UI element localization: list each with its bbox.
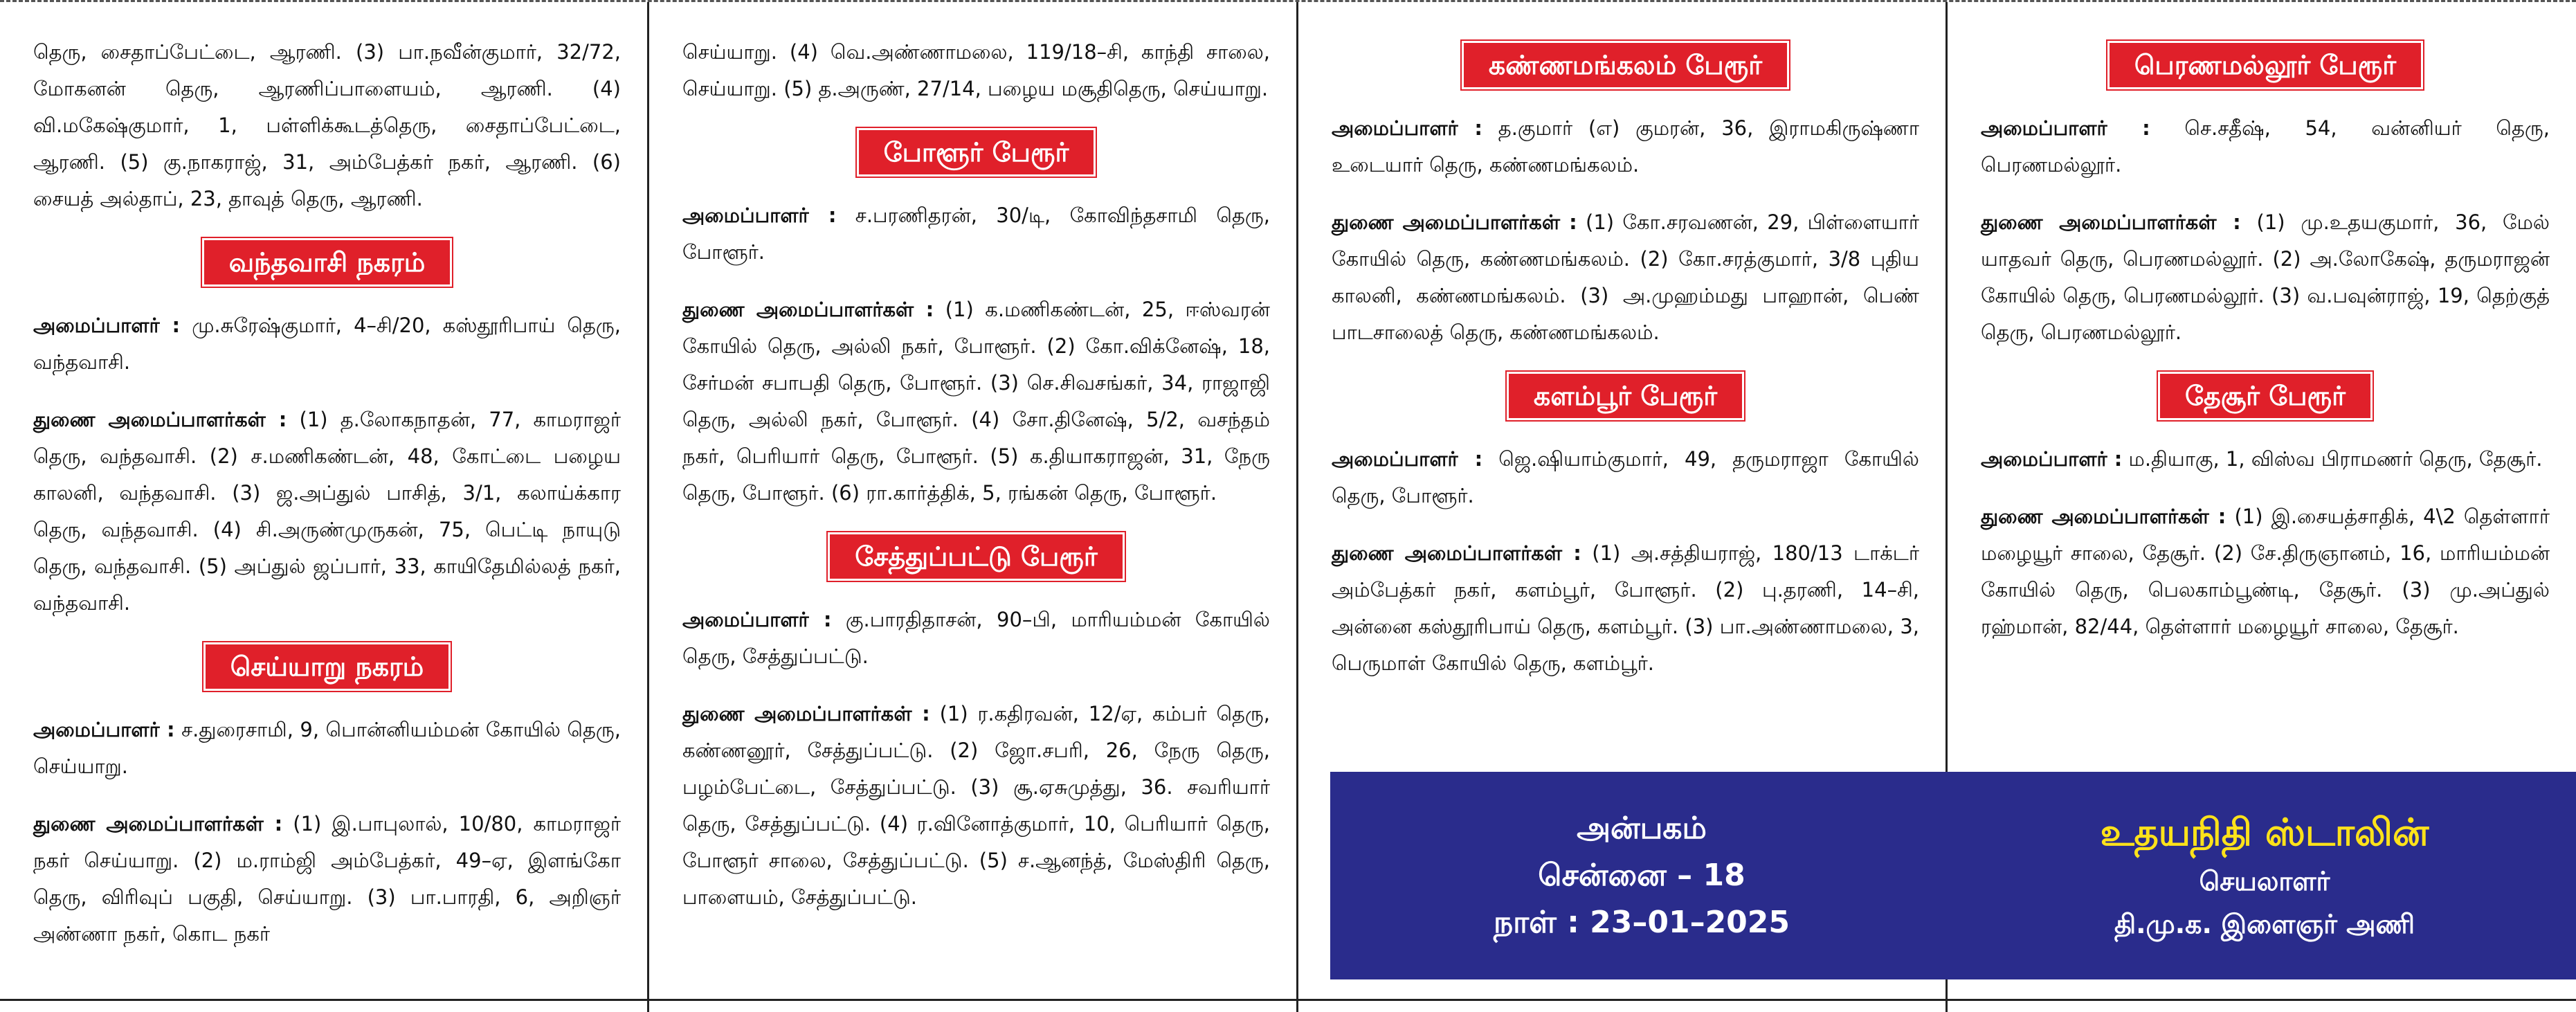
section-heading-peranamallur: பெரணமல்லூர் பேரூர் (2107, 41, 2423, 89)
entry-label: அமைப்பாளர் : (1981, 447, 2123, 471)
entry-label: அமைப்பாளர் : (1332, 116, 1482, 140)
entry-label: துணை அமைப்பாளர்கள் : (33, 408, 287, 431)
entry-text: (1) இ.பாபுலால், 10/80, காமராஜர் நகர் செய்யாறு. (2) ம.ராம்ஜி அம்பேத்கர், 49–ஏ, இளங்கோ தெரு, விரிவுப் பகுதி, செய்யாறு. (3) பா.பாரதி, 6, அறிஞர் அண்ணா நகர், கொட நகர் (33, 812, 621, 946)
footer-date: நாள் : 23–01–2025 (1493, 905, 1790, 940)
entry-label: அமைப்பாளர் : (1332, 447, 1483, 471)
deputy-organizers-entry (1332, 204, 1919, 351)
entry-text: த.குமார் (எ) குமரன், 36, இராமகிருஷ்ணா உடையார் தெரு, கண்ணமங்கலம். (1332, 116, 1919, 177)
entry-label: அமைப்பாளர் : (682, 204, 837, 227)
entry-text: ச.பரணிதரன், 30/டி, கோவிந்தசாமி தெரு, போளூர். (682, 204, 1270, 264)
footer-place: அன்பகம் (1577, 811, 1707, 846)
signatory-role: செயலாளர் (2199, 866, 2330, 896)
organizer-entry (1332, 110, 1919, 183)
column-2 (649, 2, 1298, 1012)
organizer-entry (33, 712, 621, 785)
entry-label: துணை அமைப்பாளர்கள் : (33, 812, 283, 835)
deputy-organizers-entry (1332, 535, 1919, 682)
section-heading-chetpet: சேத்துப்பட்டு பேரூர் (828, 532, 1124, 581)
organizer-entry (1981, 441, 2550, 478)
signatory-organization: தி.மு.க. இளைஞர் அணி (2114, 909, 2415, 939)
entry-label: அமைப்பாளர் : (682, 608, 832, 631)
entry-text: மு.சுரேஷ்குமார், 4–சி/20, கஸ்தூரிபாய் தெரு, வந்தவாசி. (33, 314, 621, 374)
footer-signatory-block (1953, 772, 2576, 979)
entry-label: அமைப்பாளர் : (33, 314, 181, 337)
deputy-organizers-entry (1981, 204, 2550, 351)
entry-text: (1) கோ.சரவணன், 29, பிள்ளையார் கோயில் தெரு, கண்ணமங்கலம். (2) கோ.சரத்குமார், 3/8 புதிய காலனி, கண்ணமங்கலம். (3) அ.முஹம்மது பாஹான், பெண் பாடசாலைத் தெரு, கண்ணமங்கலம். (1332, 210, 1920, 344)
organizer-entry (1332, 441, 1919, 514)
deputy-organizers-entry (33, 401, 621, 622)
entry-label: துணை அமைப்பாளர்கள் : (1981, 505, 2226, 528)
entry-text: கு.பாரதிதாசன், 90–பி, மாரியம்மன் கோயில் தெரு, சேத்துப்பட்டு. (682, 608, 1270, 668)
entry-label: துணை அமைப்பாளர்கள் : (682, 702, 930, 725)
entry-text: (1) மு.உதயகுமார், 36, மேல் யாதவர் தெரு, பெரணமல்லூர். (2) அ.லோகேஷ், தருமராஜன் கோயில் தெரு, பெரணமல்லூர். (3) வ.பவுன்ராஜ், 19, தெற்குத் தெரு, பெரணமல்லூர். (1981, 210, 2550, 344)
entry-text: ம.தியாகு, 1, விஸ்வ பிராமணர் தெரு, தேசூர். (2122, 447, 2543, 471)
paragraph: தெரு, சைதாப்பேட்டை, ஆரணி. (3) பா.நவீன்குமார், 32/72, மோகனன் தெரு, ஆரணிப்பாளையம், ஆரணி. (4) வி.மகேஷ்குமார், 1, பள்ளிக்கூடத்தெரு, சைதாப்பேட்டை, ஆரணி. (5) கு.நாகராஜ், 31, அம்பேத்கர் நகர், ஆரணி. (6) சையத் அல்தாப், 23, தாவுத் தெரு, ஆரணி. (33, 40, 621, 210)
signatory-name: உதயநிதி ஸ்டாலின் (2100, 811, 2429, 854)
bottom-divider (0, 999, 2576, 1001)
entry-label: அமைப்பாளர் : (1981, 116, 2150, 140)
section-heading-vandavasi: வந்தவாசி நகரம் (202, 238, 453, 287)
deputy-organizers-entry (1981, 498, 2550, 645)
footer-city: சென்னை – 18 (1538, 858, 1745, 893)
entry-text: செ.சதீஷ், 54, வன்னியர் தெரு, பெரணமல்லூர். (1981, 116, 2550, 177)
deputy-organizers-entry (33, 806, 621, 952)
organizer-entry (33, 307, 621, 381)
section-heading-cheyyar: செய்யாறு நகரம் (203, 642, 451, 691)
section-heading-polur: போளூர் பேரூர் (857, 128, 1096, 177)
entry-label: துணை அமைப்பாளர்கள் : (1332, 541, 1581, 565)
footer-address-block (1330, 772, 1953, 979)
entry-text: (1) இ.சையத்சாதிக், 4\2 தெள்ளார் மழையூர் சாலை, தேசூர். (2) சே.திருஞானம், 16, மாரியம்மன் கோயில் தெரு, பெலகாம்பூண்டி, தேசூர். (3) மு.அப்துல் ரஹ்மான், 82/44, தெள்ளார் மழையூர் சாலை, தேசூர். (1981, 505, 2550, 638)
entry-label: துணை அமைப்பாளர்கள் : (1981, 210, 2241, 234)
paragraph: செய்யாறு. (4) வெ.அண்ணாமலை, 119/18–சி, காந்தி சாலை, செய்யாறு. (5) த.அருண், 27/14, பழைய மசூதிதெரு, செய்யாறு. (682, 40, 1270, 100)
entry-text: (1) ர.கதிரவன், 12/ஏ, கம்பர் தெரு, கண்ணனூர், சேத்துப்பட்டு. (2) ஜோ.சபரி, 26, நேரு தெரு, பழம்பேட்டை, சேத்துப்பட்டு. (3) சூ.ஏசுமுத்து, 36. சவரியார் தெரு, சேத்துப்பட்டு. (4) ர.வினோத்குமார், 10, பெரியார் தெரு, போளூர் சாலை, சேத்துப்பட்டு. (5) ச.ஆனந்த், மேஸ்திரி தெரு, பாளையம், சேத்துப்பட்டு. (682, 702, 1271, 909)
section-heading-desur: தேசூர் பேரூர் (2158, 372, 2373, 420)
entry-label: அமைப்பாளர் : (33, 718, 175, 741)
entry-label: துணை அமைப்பாளர்கள் : (682, 298, 934, 321)
entry-text: ச.துரைசாமி, 9, பொன்னியம்மன் கோயில் தெரு, செய்யாறு. (33, 718, 621, 778)
entry-text: (1) அ.சத்தியராஜ், 180/13 டாக்டர் அம்பேத்கர் நகர், களம்பூர், போளூர். (2) பு.தரணி, 14–சி, அன்னை கஸ்தூரிபாய் தெரு, களம்பூர். (3) பா.அண்ணாமலை, 3, பெருமாள் கோயில் தெரு, களம்பூர். (1332, 541, 1920, 675)
deputy-organizers-entry (682, 696, 1270, 916)
entry-text: (1) க.மணிகண்டன், 25, ஈஸ்வரன் கோயில் தெரு, அல்லி நகர், போளூர். (2) கோ.விக்னேஷ், 18, சேர்மன் சபாபதி தெரு, போளூர். (3) செ.சிவசங்கர், 34, ராஜாஜி தெரு, அல்லி நகர், போளூர். (4) சோ.தினேஷ், 5/2, வசந்தம் நகர், பெரியார் தெரு, போளூர். (5) க.தியாகராஜன், 31, நேரு தெரு, போளூர். (6) ரா.கார்த்திக், 5, ரங்கன் தெரு, போளூர். (682, 298, 1271, 505)
entry-text: (1) த.லோகநாதன், 77, காமராஜர் தெரு, வந்தவாசி. (2) ச.மணிகண்டன், 48, கோட்டை பழைய காலனி, வந்தவாசி. (3) ஜ.அப்துல் பாசித், 3/1, கலாய்க்கார தெரு, வந்தவாசி. (4) சி.அருண்முருகன், 75, பெட்டி நாயுடு தெரு, வந்தவாசி. (5) அப்துல் ஜப்பார், 33, காயிதேமில்லத் நகர், வந்தவாசி. (33, 408, 621, 615)
entry-label: துணை அமைப்பாளர்கள் : (1332, 210, 1577, 234)
deputy-organizers-entry (682, 291, 1270, 512)
entry-text: ஜெ.ஷியாம்குமார், 49, தருமராஜா கோயில் தெரு, போளூர். (1332, 447, 1919, 507)
organizer-entry (1981, 110, 2550, 183)
organizer-entry (682, 197, 1270, 271)
section-heading-kannamangalam: கண்ணமங்கலம் பேரூர் (1462, 41, 1789, 89)
section-heading-kalambur: களம்பூர் பேரூர் (1507, 372, 1744, 420)
column-1 (0, 2, 649, 1012)
organizer-entry (682, 602, 1270, 675)
